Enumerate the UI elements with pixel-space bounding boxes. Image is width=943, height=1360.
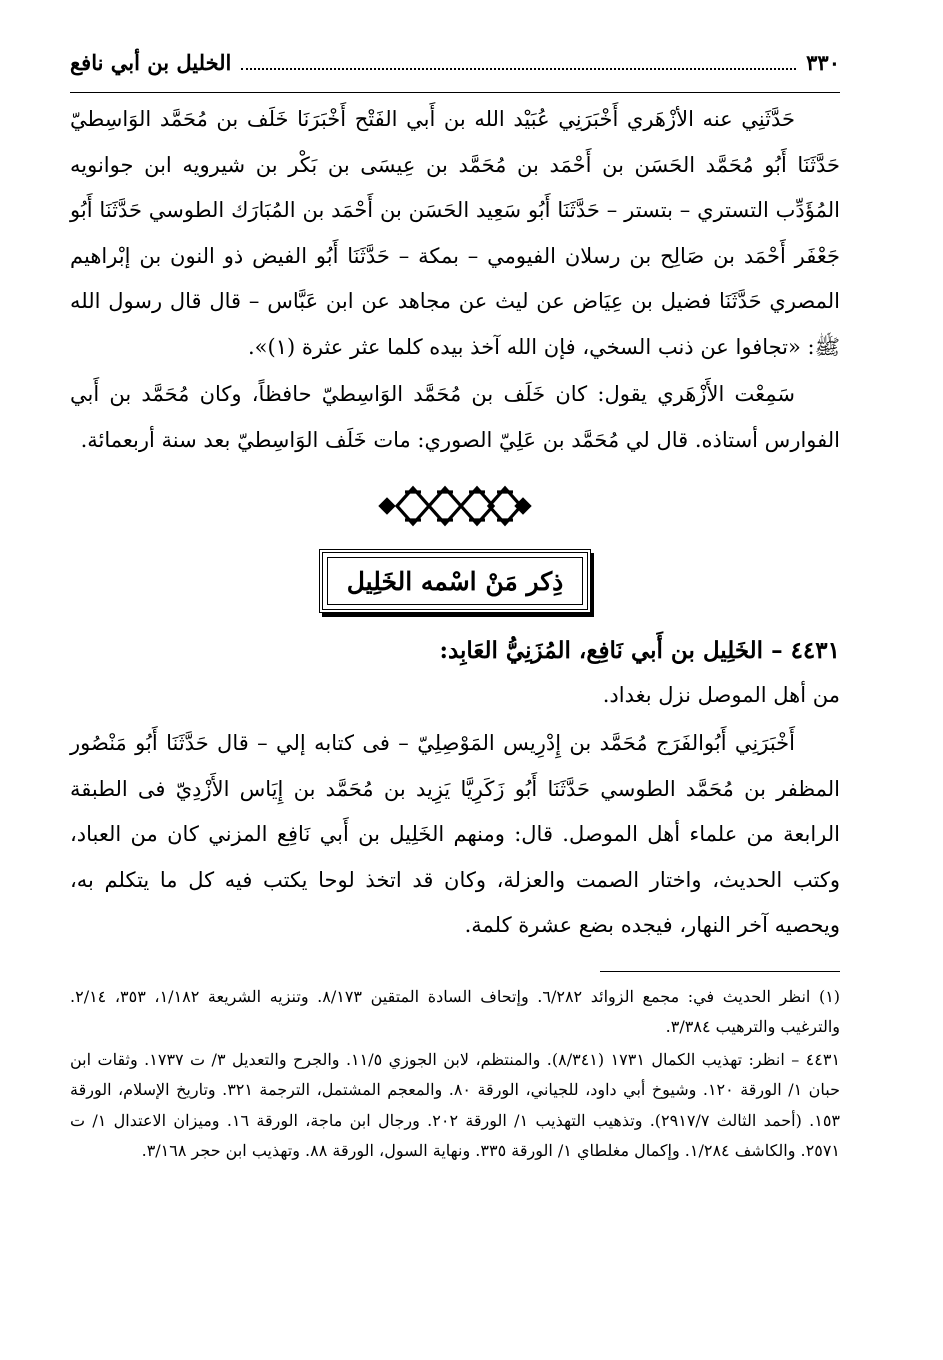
footnote-entry-4431: ٤٤٣١ – انظر: تهذيب الكمال ١٧٣١ (٨/٣٤١). والمنتظم، لابن الجوزي ١١/٥. والجرح والتعديل ٣/ ت ١٧٣٧. وثقات ابن حبان ١/ الورقة ١٢٠. وشيوخ أبي داود، للجياني، الورقة ٨٠. والمعجم المشتمل، الترجمة ٣٢١. وتاريخ الإسلام، الورقة ١٥٣. (أحمد الثالث ٢٩١٧/٧). وتذهيب التهذيب ١/ الورقة ٢٠٢. ورجال ابن ماجة، الورقة ١٦. وميزان الاعتدال ١/ ت ٢٥٧١. والكاشف ١/٢٨٤. وإكمال مغلطاي ١/ الورقة ٣٣٥. ونهاية السول، الورقة ٨٨. وتهذيب ابن حجر ٣/١٦٨. — [70, 1049, 841, 1160]
footnote-1: (١) انظر الحديث في: مجمع الزوائد ٦/٢٨٢. وإتحاف السادة المتقين ٨/١٧٣. وتنزيه الشريعة ١/١٨٢، ٣٥٣، ٢/١٤. والترغيب والترهيب ٣/٣٨٤. — [70, 986, 841, 1036]
entry-name: – الخَلِيل بن أَبي نَافِع، المُزَنِيُّ العَابِد: — [439, 637, 783, 664]
leader-dots — [241, 68, 796, 70]
page-number: ٣٣٠ — [806, 50, 840, 75]
entry-paragraph: أَخْبَرَنِي أَبُوالفَرَج مُحَمَّد بن إِدْرِيس المَوْصِلِيّ – فى كتابه إلي – قال حَدَّثَنَا أَبُو مَنْصُور المظفر بن مُحَمَّد الطوسي حَدَّثَنَا أَبُو زَكَرِيَّا يَزِيد بن مُحَمَّد بن إِيَاس الأَزْدِيّ فى الطبقة الرابعة من علماء أهل الموصل. قال: ومنهم الخَلِيل بن أَبي نَافِع المزني كان من العباد، وكتب الحديث، واختار الصمت والعزلة، وكان قد اتخذ لوحا يكتب فيه كل ما يتكلم به، ويحصيه آخر النهار، فيجده بضع عشرة كلمة. — [70, 731, 840, 937]
entry-number: ٤٤٣١ — [790, 637, 840, 664]
entry-origin-line: من أهل الموصل نزل بغداد. — [602, 683, 840, 707]
section-heading: ذِكر مَنْ اسْمه الخَلِيل — [327, 557, 583, 605]
entry-title — [70, 629, 840, 673]
running-header — [70, 50, 840, 93]
running-title: الخليل بن أبي نافع — [70, 50, 232, 75]
section-heading-wrapper — [70, 549, 840, 613]
ornament-divider-icon — [375, 478, 535, 534]
hadith-paragraph: حَدَّثَنِي عنه الأزْهَري أَخْبَرَنِي عُبَيْد الله بن أَبي الفَتْح أَخْبَرَنَا خَلَف بن مُحَمَّد الوَاسِطيّ حَدَّثَنَا أَبُو مُحَمَّد الحَسَن بن أَحْمَد بن مُحَمَّد بن عِيسَى بن بَكْر بن شيرويه ابن جوانويه المُؤَدِّب التستري – بتستر – حَدَّثَنَا أَبُو سَعِيد الحَسَن بن أَحْمَد بن المُبَارَك الطوسي حَدَّثَنَا أَبُو جَعْفَر أَحْمَد بن صَالِح بن رسلان الفيومي – بمكة – حَدَّثَنَا أَبُو الفيض ذو النون بن إبْراهيم المصري حَدَّثَنَا فضيل بن عِيَاض عن ليث عن مجاهد عن ابن عَبَّاس – قال قال رسول الله ﷺ: «تجافوا عن ذنب السخي، فإن الله آخذ بيده كلما عثر عثرة (١)». — [70, 107, 840, 359]
footnote-separator — [600, 971, 840, 972]
biography-paragraph: سَمِعْت الأَزْهَري يقول: كان خَلَف بن مُحَمَّد الوَاسِطيّ حافظاً، وكان مُحَمَّد بن أَبي الفوارس أستاذه. قال لي مُحَمَّد بن عَلِيّ الصوري: مات خَلَف الوَاسِطيّ بعد سنة أربعمائة. — [70, 382, 840, 452]
section-heading-frame — [319, 549, 591, 613]
footnotes — [70, 982, 840, 1167]
book-page — [70, 50, 840, 1167]
section-ornament — [70, 471, 840, 541]
